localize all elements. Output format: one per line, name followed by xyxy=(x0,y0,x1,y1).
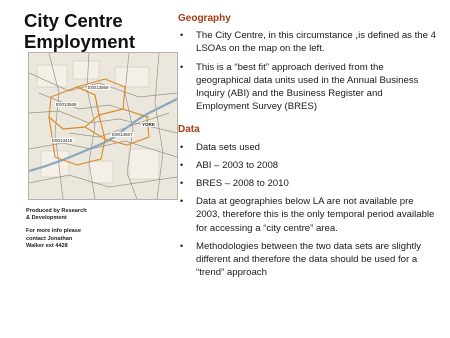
slide-title xyxy=(24,10,174,52)
bullet-icon: • xyxy=(180,61,184,72)
data-heading: Data xyxy=(178,124,200,136)
map-label-place: YORK xyxy=(142,122,156,127)
map-label-lsoa: E0013569 xyxy=(56,102,77,107)
map-label-lsoa: E0013415 xyxy=(52,138,73,143)
footnote xyxy=(26,208,146,256)
list-item-text: ABI – 2003 to 2008 xyxy=(196,159,279,171)
contact-line-2: contact Jonathan xyxy=(26,235,73,242)
list-item xyxy=(178,61,436,114)
geography-heading: Geography xyxy=(178,13,231,24)
bullet-icon: • xyxy=(180,159,184,170)
bullet-icon: • xyxy=(180,196,184,207)
title-line-2: Employment xyxy=(24,31,136,52)
list-item-text: Data sets used xyxy=(196,141,260,153)
contact-line-1: For more info please xyxy=(26,228,82,235)
content-column xyxy=(178,12,436,284)
list-item-text: Methodologies between the two data sets are slightly different and therefore the data should be used for a “trend” approach xyxy=(196,240,422,279)
bullet-icon: • xyxy=(180,141,184,152)
lsoa-map xyxy=(28,52,178,200)
list-item-text: This is a “best fit” approach derived from the geographical data units used in the Annual Business Inquiry (ABI) and the Business Register and Employment Survey (BRES) xyxy=(196,61,419,113)
contact-line-3: Walker ext 4428 xyxy=(26,242,68,249)
data-list xyxy=(178,141,436,280)
produced-line-2: & Development xyxy=(26,215,67,222)
list-item xyxy=(178,177,436,190)
produced-line-1: Produced by Research xyxy=(26,208,87,214)
list-item xyxy=(178,240,436,280)
contact-info xyxy=(26,228,146,250)
produced-by xyxy=(26,208,146,222)
list-item xyxy=(178,29,436,55)
bullet-icon: • xyxy=(180,240,184,251)
list-item-text: BRES – 2008 to 2010 xyxy=(196,178,289,190)
list-item-text: Data at geographies below LA are not available pre 2003, therefore this is the only temporal period available for accessing a “city centre” area. xyxy=(196,196,435,234)
geography-list xyxy=(178,29,436,113)
map-label-lsoa: E0013567 xyxy=(112,132,133,137)
list-item xyxy=(178,141,436,154)
list-item xyxy=(178,159,436,172)
bullet-icon: • xyxy=(180,30,184,41)
list-item xyxy=(178,195,436,235)
bullet-icon: • xyxy=(180,178,184,189)
list-item-text: The City Centre, in this circumstance ,is defined as the 4 LSOAs on the map on the left. xyxy=(196,30,436,55)
title-line-1: City Centre xyxy=(24,10,123,31)
map-label-lsoa: E0013569 xyxy=(88,85,109,90)
